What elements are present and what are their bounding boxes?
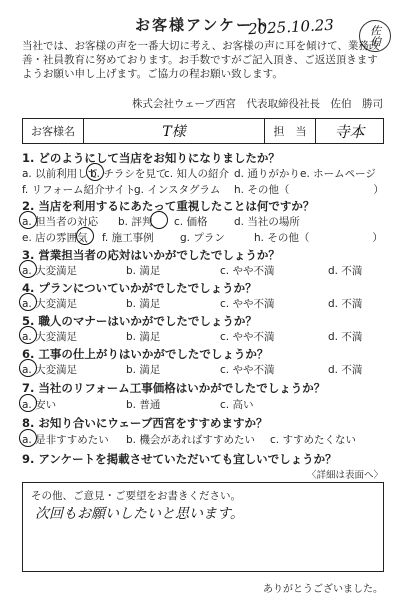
staff-value: 寺本 [334, 122, 365, 141]
q1-option-g[interactable]: g. インスタグラム [134, 184, 221, 196]
q4-option-a[interactable]: a. 大変満足 [22, 298, 78, 310]
comment-box[interactable] [22, 482, 384, 572]
question-4: 4. プランについていかがでしたでしょうか？ [22, 281, 257, 295]
thanks-text: ありがとうございました。 [263, 584, 383, 595]
q1-option-a[interactable]: a. 以前利用して [22, 168, 99, 180]
company-signature: 株式会社ウェーブ西宮 代表取締役社長 佐伯 勝司 [131, 98, 383, 110]
q6-option-d[interactable]: d. 不満 [328, 364, 363, 376]
detail-note: 〈詳細は表面へ〉 [306, 470, 383, 481]
name-stamp: 佐伯 [359, 20, 391, 52]
q3-option-d[interactable]: d. 不満 [328, 265, 363, 277]
comment-handwritten-text: 次回もお願いしたいと思います。 [35, 506, 244, 522]
q3-option-b[interactable]: b. 満足 [126, 265, 161, 277]
selected-mark [19, 326, 37, 344]
q5-option-c[interactable]: c. やや不満 [220, 331, 275, 343]
selected-mark [86, 163, 104, 181]
question-9: 9. アンケートを掲載させていただいても宜しいでしょうか？ [22, 452, 337, 466]
selected-mark [19, 394, 37, 412]
customer-name-value: T様 [162, 124, 186, 140]
customer-name-field[interactable] [84, 119, 265, 143]
staff-label: 担 当 [265, 119, 316, 143]
q2-option-e[interactable]: e. 店の雰囲気 [22, 232, 88, 244]
selected-mark [76, 227, 94, 245]
selected-mark [150, 211, 168, 229]
selected-mark [19, 211, 37, 229]
q1-option-e[interactable]: e. ホームページ [300, 168, 376, 180]
q5-option-b[interactable]: b. 満足 [126, 331, 161, 343]
q2-option-h[interactable]: h. その他（ ） [254, 232, 383, 244]
selected-mark [19, 429, 37, 447]
q7-option-b[interactable]: b. 普通 [126, 399, 161, 411]
q8-option-b[interactable]: b. 機会があればすすめたい [126, 434, 255, 446]
q8-option-a[interactable]: a. 是非すすめたい [22, 434, 109, 446]
staff-field[interactable] [316, 119, 383, 143]
q6-option-a[interactable]: a. 大変満足 [22, 364, 78, 376]
q1-option-b[interactable]: b. チラシを見て [90, 168, 167, 180]
q2-option-b[interactable]: b. 評判 [118, 216, 153, 228]
q5-option-a[interactable]: a. 大変満足 [22, 331, 78, 343]
customer-name-label: お客様名 [23, 119, 84, 143]
q5-option-d[interactable]: d. 不満 [328, 331, 363, 343]
q7-option-a[interactable]: a. 安い [22, 399, 57, 411]
q3-option-a[interactable]: a. 大変満足 [22, 265, 78, 277]
intro-text: 当社では、お客様の声を一番大切に考え、お客様の声に耳を傾けて、業務改善・社員教育に努めております。お手数ですがご記入頂き、ご返送頂きますようお願い申し上げます。ご協力の程お願い致します。 [22, 40, 380, 80]
q8-option-c[interactable]: c. すすめたくない [270, 434, 357, 446]
comment-label: その他、ご意見・ご要望をお書きください。 [31, 490, 241, 502]
question-7: 7. 当社のリフォーム工事価格はいかがでしたでしょうか？ [22, 381, 326, 395]
q2-option-g[interactable]: g. プラン [180, 232, 225, 244]
q6-option-c[interactable]: c. やや不満 [220, 364, 275, 376]
q1-option-h[interactable]: h. その他（ ） [234, 184, 384, 196]
question-6: 6. 工事の仕上がりはいかがでしたでしょうか？ [22, 347, 269, 361]
q3-option-c[interactable]: c. やや不満 [220, 265, 275, 277]
question-3: 3. 営業担当者の応対はいかがでしたでしょうか？ [22, 248, 280, 262]
selected-mark [19, 359, 37, 377]
q2-option-d[interactable]: d. 当社の場所 [234, 216, 300, 228]
q4-option-c[interactable]: c. やや不満 [220, 298, 275, 310]
q4-option-d[interactable]: d. 不満 [328, 298, 363, 310]
q1-option-f[interactable]: f. リフォーム紹介サイト [22, 184, 136, 196]
q2-option-c[interactable]: c. 価格 [174, 216, 208, 228]
customer-info-box [22, 118, 384, 144]
q1-option-d[interactable]: d. 通りがかり [234, 168, 300, 180]
question-5: 5. 職人のマナーはいかがでしたでしょうか？ [22, 314, 257, 328]
q7-option-c[interactable]: c. 高い [220, 399, 254, 411]
q2-option-a[interactable]: a. 担当者の対応 [22, 216, 99, 228]
question-2: 2. 当店を利用するにあたって重視したことは何ですか？ [22, 199, 315, 213]
form-title: お客様アンケート [134, 16, 271, 34]
q4-option-b[interactable]: b. 満足 [126, 298, 161, 310]
q6-option-b[interactable]: b. 満足 [126, 364, 161, 376]
handwritten-date: 2025.10.23 [247, 15, 335, 39]
question-1: 1. どのようにして当店をお知りになりましたか？ [22, 151, 280, 165]
question-8: 8. お知り合いにウェーブ西宮をすすめますか？ [22, 416, 268, 430]
q2-option-f[interactable]: f. 施工事例 [102, 232, 154, 244]
selected-mark [19, 260, 37, 278]
q1-option-c[interactable]: c. 知人の紹介 [164, 168, 229, 180]
selected-mark [19, 293, 37, 311]
